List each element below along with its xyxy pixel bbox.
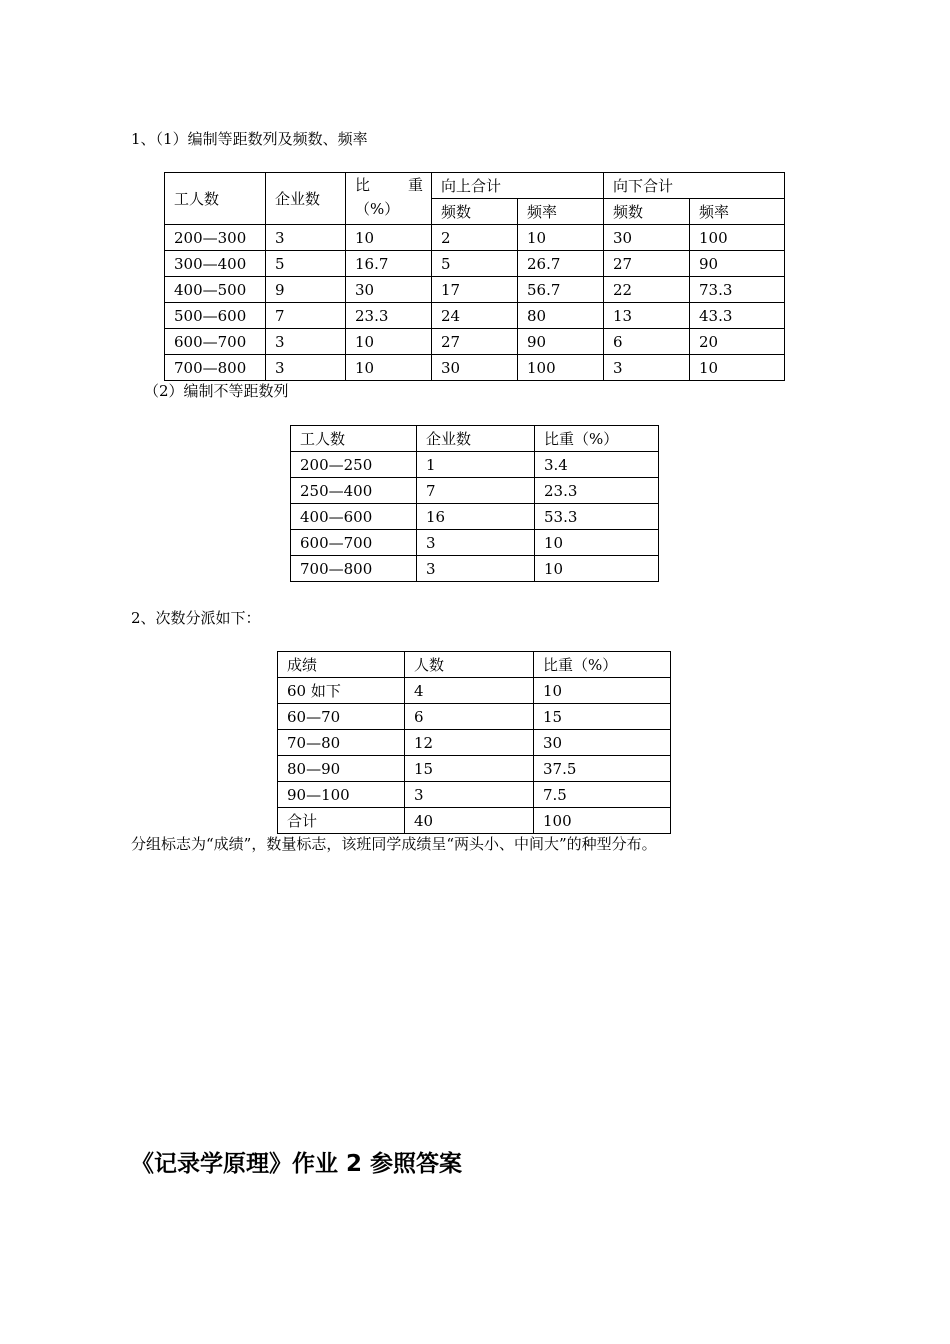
table-row bbox=[278, 730, 671, 756]
table-cell: 7.5 bbox=[534, 782, 671, 808]
table-cell: 3 bbox=[417, 556, 535, 582]
table-cell: 10 bbox=[346, 225, 432, 251]
table-cell: 9 bbox=[266, 277, 346, 303]
table-cell: 100 bbox=[690, 225, 785, 251]
header-down-freq: 频数 bbox=[604, 199, 690, 225]
table-cell: 4 bbox=[405, 678, 534, 704]
table-cell: 10 bbox=[535, 556, 659, 582]
table-cell: 250—400 bbox=[291, 478, 417, 504]
table-cell: 90 bbox=[690, 251, 785, 277]
table-cell: 53.3 bbox=[535, 504, 659, 530]
section1-subtitle: （2）编制不等距数列 bbox=[144, 382, 289, 400]
table-cell: 12 bbox=[405, 730, 534, 756]
table-cell: 15 bbox=[405, 756, 534, 782]
table-cell: 10 bbox=[534, 678, 671, 704]
table-cell: 700—800 bbox=[165, 355, 266, 381]
table-cell: 16.7 bbox=[346, 251, 432, 277]
table-cell: 100 bbox=[534, 808, 671, 834]
table-cell: 6 bbox=[405, 704, 534, 730]
table-row bbox=[278, 808, 671, 834]
header-weight bbox=[346, 173, 432, 225]
table-cell: 600—700 bbox=[291, 530, 417, 556]
table-cell: 10 bbox=[518, 225, 604, 251]
table-cell: 17 bbox=[432, 277, 518, 303]
table-cell: 200—250 bbox=[291, 452, 417, 478]
table-header-cell: 人数 bbox=[405, 652, 534, 678]
table-cell: 200—300 bbox=[165, 225, 266, 251]
header-weight-unit: （%） bbox=[355, 200, 400, 218]
table-cell: 56.7 bbox=[518, 277, 604, 303]
table-row bbox=[291, 530, 659, 556]
table-cell: 70—80 bbox=[278, 730, 405, 756]
table-row bbox=[291, 478, 659, 504]
table-row bbox=[165, 303, 785, 329]
table-cell: 700—800 bbox=[291, 556, 417, 582]
table-row bbox=[278, 782, 671, 808]
header-up-freq: 频数 bbox=[432, 199, 518, 225]
header-downward: 向下合计 bbox=[604, 173, 785, 199]
header-up-rate: 频率 bbox=[518, 199, 604, 225]
table-cell: 5 bbox=[432, 251, 518, 277]
table-cell: 3 bbox=[266, 225, 346, 251]
table-cell: 7 bbox=[266, 303, 346, 329]
table-cell: 90 bbox=[518, 329, 604, 355]
table-row bbox=[278, 756, 671, 782]
page-heading: 《记录学原理》作业 2 参照答案 bbox=[131, 1151, 463, 1177]
table-cell: 80—90 bbox=[278, 756, 405, 782]
table-cell: 5 bbox=[266, 251, 346, 277]
table-header-cell: 比重（%） bbox=[535, 426, 659, 452]
equal-interval-table bbox=[164, 172, 785, 381]
table-cell: 3 bbox=[266, 329, 346, 355]
table-cell: 500—600 bbox=[165, 303, 266, 329]
table-cell: 400—500 bbox=[165, 277, 266, 303]
table-cell: 27 bbox=[432, 329, 518, 355]
table-cell: 23.3 bbox=[535, 478, 659, 504]
table-row bbox=[278, 678, 671, 704]
table-row bbox=[165, 277, 785, 303]
table-cell: 1 bbox=[417, 452, 535, 478]
table-row bbox=[165, 225, 785, 251]
table-cell: 24 bbox=[432, 303, 518, 329]
table-cell: 20 bbox=[690, 329, 785, 355]
table-cell: 73.3 bbox=[690, 277, 785, 303]
table-row bbox=[278, 704, 671, 730]
table-row bbox=[165, 355, 785, 381]
table-cell: 400—600 bbox=[291, 504, 417, 530]
header-companies: 企业数 bbox=[266, 173, 346, 225]
table-cell: 16 bbox=[417, 504, 535, 530]
table-row bbox=[291, 452, 659, 478]
table-cell: 22 bbox=[604, 277, 690, 303]
table-header-row bbox=[278, 652, 671, 678]
table-header-row bbox=[165, 173, 785, 199]
header-weight-char2: 重 bbox=[407, 176, 423, 194]
table-row bbox=[165, 251, 785, 277]
table-cell: 23.3 bbox=[346, 303, 432, 329]
table-cell: 40 bbox=[405, 808, 534, 834]
grade-distribution-table bbox=[277, 651, 671, 834]
table-cell: 15 bbox=[534, 704, 671, 730]
table-cell: 6 bbox=[604, 329, 690, 355]
table-cell: 43.3 bbox=[690, 303, 785, 329]
header-upward: 向上合计 bbox=[432, 173, 604, 199]
table-cell: 26.7 bbox=[518, 251, 604, 277]
table-row bbox=[291, 556, 659, 582]
table-cell: 100 bbox=[518, 355, 604, 381]
section2-conclusion: 分组标志为“成绩”，数量标志，该班同学成绩呈“两头小、中间大”的种型分布。 bbox=[131, 835, 657, 853]
table-header-cell: 成绩 bbox=[278, 652, 405, 678]
unequal-interval-table bbox=[290, 425, 659, 582]
table-cell: 3 bbox=[266, 355, 346, 381]
table-cell: 90—100 bbox=[278, 782, 405, 808]
table-cell: 3.4 bbox=[535, 452, 659, 478]
table-cell: 3 bbox=[604, 355, 690, 381]
table-cell: 80 bbox=[518, 303, 604, 329]
table-header-cell: 企业数 bbox=[417, 426, 535, 452]
table-cell: 3 bbox=[405, 782, 534, 808]
table-cell: 3 bbox=[417, 530, 535, 556]
table-cell: 10 bbox=[346, 329, 432, 355]
table-header-cell: 比重（%） bbox=[534, 652, 671, 678]
table-row bbox=[165, 329, 785, 355]
table-cell: 30 bbox=[534, 730, 671, 756]
section2-title: 2、次数分派如下： bbox=[131, 609, 261, 627]
table-cell: 10 bbox=[690, 355, 785, 381]
section1-title: 1、（1）编制等距数列及频数、频率 bbox=[131, 130, 368, 148]
table-cell: 60—70 bbox=[278, 704, 405, 730]
table-cell: 30 bbox=[604, 225, 690, 251]
header-down-rate: 频率 bbox=[690, 199, 785, 225]
table-cell: 7 bbox=[417, 478, 535, 504]
table-row bbox=[291, 504, 659, 530]
table-cell: 600—700 bbox=[165, 329, 266, 355]
table-cell: 30 bbox=[346, 277, 432, 303]
table-cell: 2 bbox=[432, 225, 518, 251]
table-cell: 10 bbox=[346, 355, 432, 381]
table-header-cell: 工人数 bbox=[291, 426, 417, 452]
table-cell: 60 如下 bbox=[278, 678, 405, 704]
table-cell: 10 bbox=[535, 530, 659, 556]
table-cell: 30 bbox=[432, 355, 518, 381]
header-weight-char1: 比 bbox=[355, 176, 371, 194]
table-cell: 300—400 bbox=[165, 251, 266, 277]
table-header-row bbox=[291, 426, 659, 452]
table-cell: 37.5 bbox=[534, 756, 671, 782]
table-cell: 27 bbox=[604, 251, 690, 277]
table-cell: 13 bbox=[604, 303, 690, 329]
table-cell: 合计 bbox=[278, 808, 405, 834]
header-workers: 工人数 bbox=[165, 173, 266, 225]
